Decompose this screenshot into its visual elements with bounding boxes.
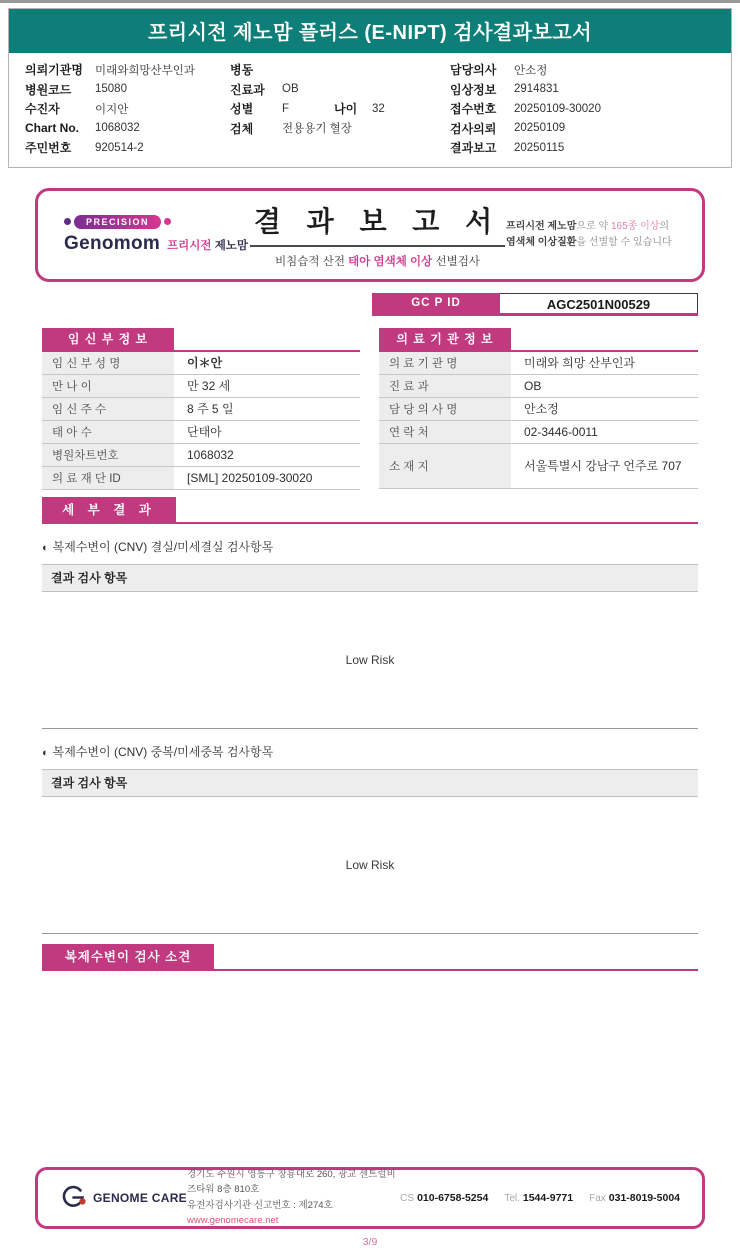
table-row: 태 아 수 단태아 xyxy=(42,421,360,444)
field-requesting-org: 의뢰기관명 미래와희망산부인과 xyxy=(25,63,195,78)
field-clinical-info: 임상정보 2914831 xyxy=(450,82,559,97)
report-title-card xyxy=(35,188,705,282)
genomom-logo xyxy=(64,215,249,255)
field-ward: 병동 xyxy=(230,63,254,78)
gcp-id-bar xyxy=(372,293,698,316)
badge-dot-left-icon xyxy=(64,218,71,225)
table-row: 임 신 부 성 명 이＊안 xyxy=(42,352,360,375)
footer-website-link[interactable]: www.genomecare.net xyxy=(186,1214,279,1226)
cnv-duplication-heading: ◐ 복제수변이 (CNV) 중복/미세중복 검사항목 xyxy=(42,744,274,759)
page-number: 3/9 xyxy=(362,1235,378,1248)
cnv-deletion-group xyxy=(42,538,698,729)
table-row: 만 나 이 만 32 세 xyxy=(42,375,360,398)
detail-results-section-header xyxy=(42,497,698,524)
genomecare-logo xyxy=(60,1184,187,1211)
gcp-id-value: AGC2501N00529 xyxy=(500,293,698,313)
field-specimen: 검체 전용용기 혈장 xyxy=(230,121,352,136)
table-row: 병원차트번호 1068032 xyxy=(42,444,360,467)
genomecare-g-icon xyxy=(60,1184,87,1211)
footer-contacts xyxy=(400,1192,680,1204)
report-card-title: 결 과 보 고 서 xyxy=(253,206,502,237)
cnv-opinion-title: 복제수변이 검사 소견 xyxy=(42,944,214,969)
table-row: 소 재 지 서울특별시 강남구 언주로 707 xyxy=(379,444,698,489)
footer-contact-cs: CS 010-6758-5254 xyxy=(400,1191,489,1204)
patient-info-col1 xyxy=(25,60,230,158)
field-doctor: 담당의사 안소정 xyxy=(450,63,548,78)
half-circle-bullet-icon: ◐ xyxy=(42,746,49,759)
genomecare-brand-text: GENOME CARE xyxy=(93,1190,187,1205)
field-receipt-no: 접수번호 20250109-30020 xyxy=(450,102,601,117)
table-row: 임 신 주 수 8 주 5 일 xyxy=(42,398,360,421)
cnv-opinion-section-header xyxy=(42,944,698,971)
field-department: 진료과 OB xyxy=(230,82,299,97)
footer-address-line1: 경기도 수원시 영통구 창룡대로 260, 광교 센트럴비즈타워 8층 810호 xyxy=(186,1169,396,1196)
patient-info-grid xyxy=(9,53,731,167)
footer-address-line2: 유전자검사기관 신고번호 : 제274호 xyxy=(186,1199,333,1211)
cnv-deletion-result: Low Risk xyxy=(42,592,698,729)
field-request-date: 검사의뢰 20250109 xyxy=(450,121,566,136)
report-card-subtitle: 비침습적 산전 태아 염색체 이상 선별검사 xyxy=(275,256,480,268)
footer-card xyxy=(35,1167,705,1229)
patient-info-col2 xyxy=(230,60,450,158)
cnv-deletion-heading: ◐ 복제수변이 (CNV) 결실/미세결실 검사항목 xyxy=(42,539,274,554)
cnv-duplication-result: Low Risk xyxy=(42,797,698,934)
detail-results-title: 세 부 결 과 xyxy=(42,497,176,522)
report-card-title-block xyxy=(249,200,506,269)
table-row: 담 당 의 사 명 안소정 xyxy=(379,398,698,421)
badge-dot-right-icon xyxy=(164,218,171,225)
cnv-opinion-empty-area xyxy=(42,971,698,1167)
page-top-edge xyxy=(0,0,740,3)
table-row: 연 락 처 02-3446-0011 xyxy=(379,421,698,444)
gcp-id-label: GC P ID xyxy=(372,293,500,313)
patient-info-col3 xyxy=(450,60,715,158)
mother-info-table-title: 임 신 부 정 보 xyxy=(42,328,174,350)
mother-info-table xyxy=(42,328,360,490)
field-hospital-code: 병원코드 15080 xyxy=(25,82,127,97)
table-row: 진 료 과 OB xyxy=(379,375,698,398)
field-chart-no: Chart No. 1068032 xyxy=(25,121,140,136)
footer-contact-fax: Fax 031-8019-5004 xyxy=(589,1191,680,1204)
brand-name-kr: 프리시전 제노맘 xyxy=(167,239,249,252)
footer-contact-tel: Tel. 1544-9771 xyxy=(504,1191,574,1204)
half-circle-bullet-icon: ◐ xyxy=(42,541,49,554)
report-main-title: 프리시전 제노맘 플러스 (E-NIPT) 검사결과보고서 xyxy=(9,9,731,53)
brand-name-en: Genomom xyxy=(64,232,161,254)
field-report-date: 결과보고 20250115 xyxy=(450,141,565,156)
field-sex-age: 성별 F 나이 32 xyxy=(230,102,385,117)
result-items-bar: 결과 검사 항목 xyxy=(42,564,698,592)
cnv-duplication-group xyxy=(42,743,698,934)
result-items-bar: 결과 검사 항목 xyxy=(42,769,698,797)
footer-address-block xyxy=(187,1167,400,1228)
table-row: 의 료 재 단 ID [SML] 20250109-30020 xyxy=(42,467,360,490)
field-patient-name: 수진자 이지안 xyxy=(25,102,129,117)
field-resident-no: 주민번호 920514-2 xyxy=(25,141,144,156)
precision-badge: PRECISION xyxy=(74,215,161,229)
report-header-box xyxy=(8,8,732,168)
clinic-info-table xyxy=(379,328,698,490)
report-card-tagline: 프리시전 제노맘으로 약 165종 이상의 염색체 이상질환을 선별할 수 있습니다 xyxy=(506,221,672,248)
clinic-info-table-title: 의 료 기 관 정 보 xyxy=(379,328,511,350)
table-row: 의 료 기 관 명 미래와 희망 산부인과 xyxy=(379,352,698,375)
